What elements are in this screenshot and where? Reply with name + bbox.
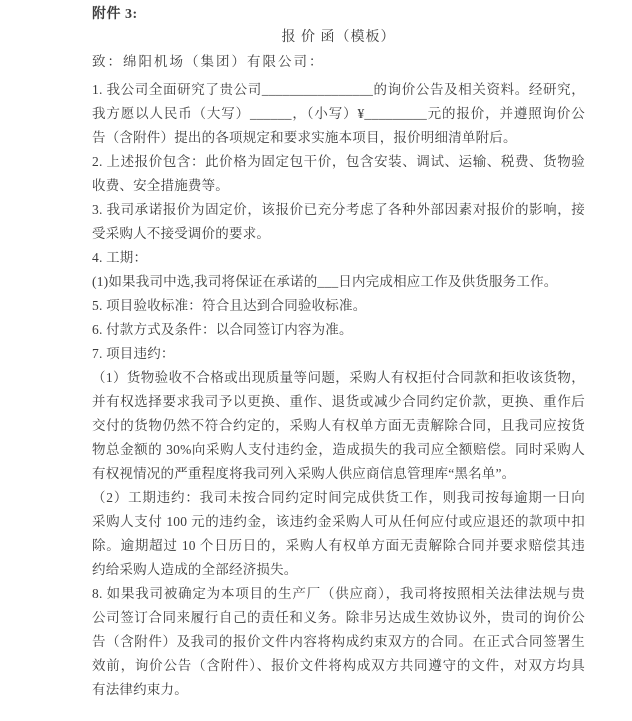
text-line: 3. 我司承诺报价为固定价，该报价已充分考虑了各种外部因素对报价的影响，接	[92, 202, 585, 217]
text-line: 7. 项目违约：	[92, 346, 175, 361]
text-line: （1）货物验收不合格或出现质量等问题，采购人有权拒付合同款和拒收该货物，	[92, 370, 585, 385]
salutation-line: 致：绵阳机场（集团）有限公司：	[92, 54, 325, 69]
document-title: 报 价 函（模板）	[281, 30, 396, 45]
text-line: 有权视情况的严重程度将我司列入采购人供应商信息管理库“黑名单”。	[92, 466, 516, 481]
text-line: 8. 如果我司被确定为本项目的生产厂（供应商），我司将按照相关法律法规与贵	[92, 586, 585, 601]
text-line: 告（含附件）提出的各项规定和要求实施本项目，报价明细清单附后。	[92, 130, 517, 145]
text-line: 2. 上述报价包含：此价格为固定包干价，包含安装、调试、运输、税费、货物验	[92, 154, 585, 169]
text-line: 采购人支付 100 元的违约金，该违约金采购人可从任何应付或应退还的款项中扣	[92, 514, 585, 529]
text-line: (1)如果我司中选,我司将保证在承诺的___日内完成相应工作及供货服务工作。	[92, 274, 558, 289]
document-body	[92, 78, 585, 702]
text-line: 公司签订合同来履行自己的责任和义务。除非另达成生效协议外，贵司的询价公	[92, 610, 585, 625]
text-line: 效前，询价公告（含附件）、报价文件将构成双方共同遵守的文件，对双方均具	[92, 658, 585, 673]
text-line: 收费、安全措施费等。	[92, 178, 229, 193]
text-line: 告（含附件）及我司的报价文件内容将构成约束双方的合同。在正式合同签署生	[92, 634, 585, 649]
text-line: 4. 工期：	[92, 250, 148, 265]
attachment-label: 附件 3:	[92, 7, 138, 22]
text-line: 1. 我公司全面研究了贵公司________________的询价公告及相关资料。经研究，	[92, 82, 585, 97]
text-line: 并有权选择要求我司予以更换、重作、退货或减少合同约定价款，更换、重作后	[92, 394, 585, 409]
text-line: 受采购人不接受调价的要求。	[92, 226, 271, 241]
text-line: 交付的货物仍然不符合约定的，采购人有权单方面无责解除合同，且我司应按货	[92, 418, 585, 433]
text-line: 有法律约束力。	[92, 682, 188, 697]
text-line: 除。逾期超过 10 个日历日的，采购人有权单方面无责解除合同并要求赔偿其违	[92, 538, 585, 553]
text-line: 约给采购人造成的全部经济损失。	[92, 562, 298, 577]
text-line: 我方愿以人民币（大写）______，（小写）¥_________元的报价，并遵照询价公	[92, 106, 585, 121]
text-line: 物总金额的 30%向采购人支付违约金，造成损失的我司应全额赔偿。同时采购人	[92, 442, 585, 457]
text-line: （2）工期违约：我司未按合同约定时间完成供货工作，则我司按每逾期一日向	[92, 490, 585, 505]
text-line: 5. 项目验收标准：符合且达到合同验收标准。	[92, 298, 367, 313]
text-line: 6. 付款方式及条件：以合同签订内容为准。	[92, 322, 353, 337]
